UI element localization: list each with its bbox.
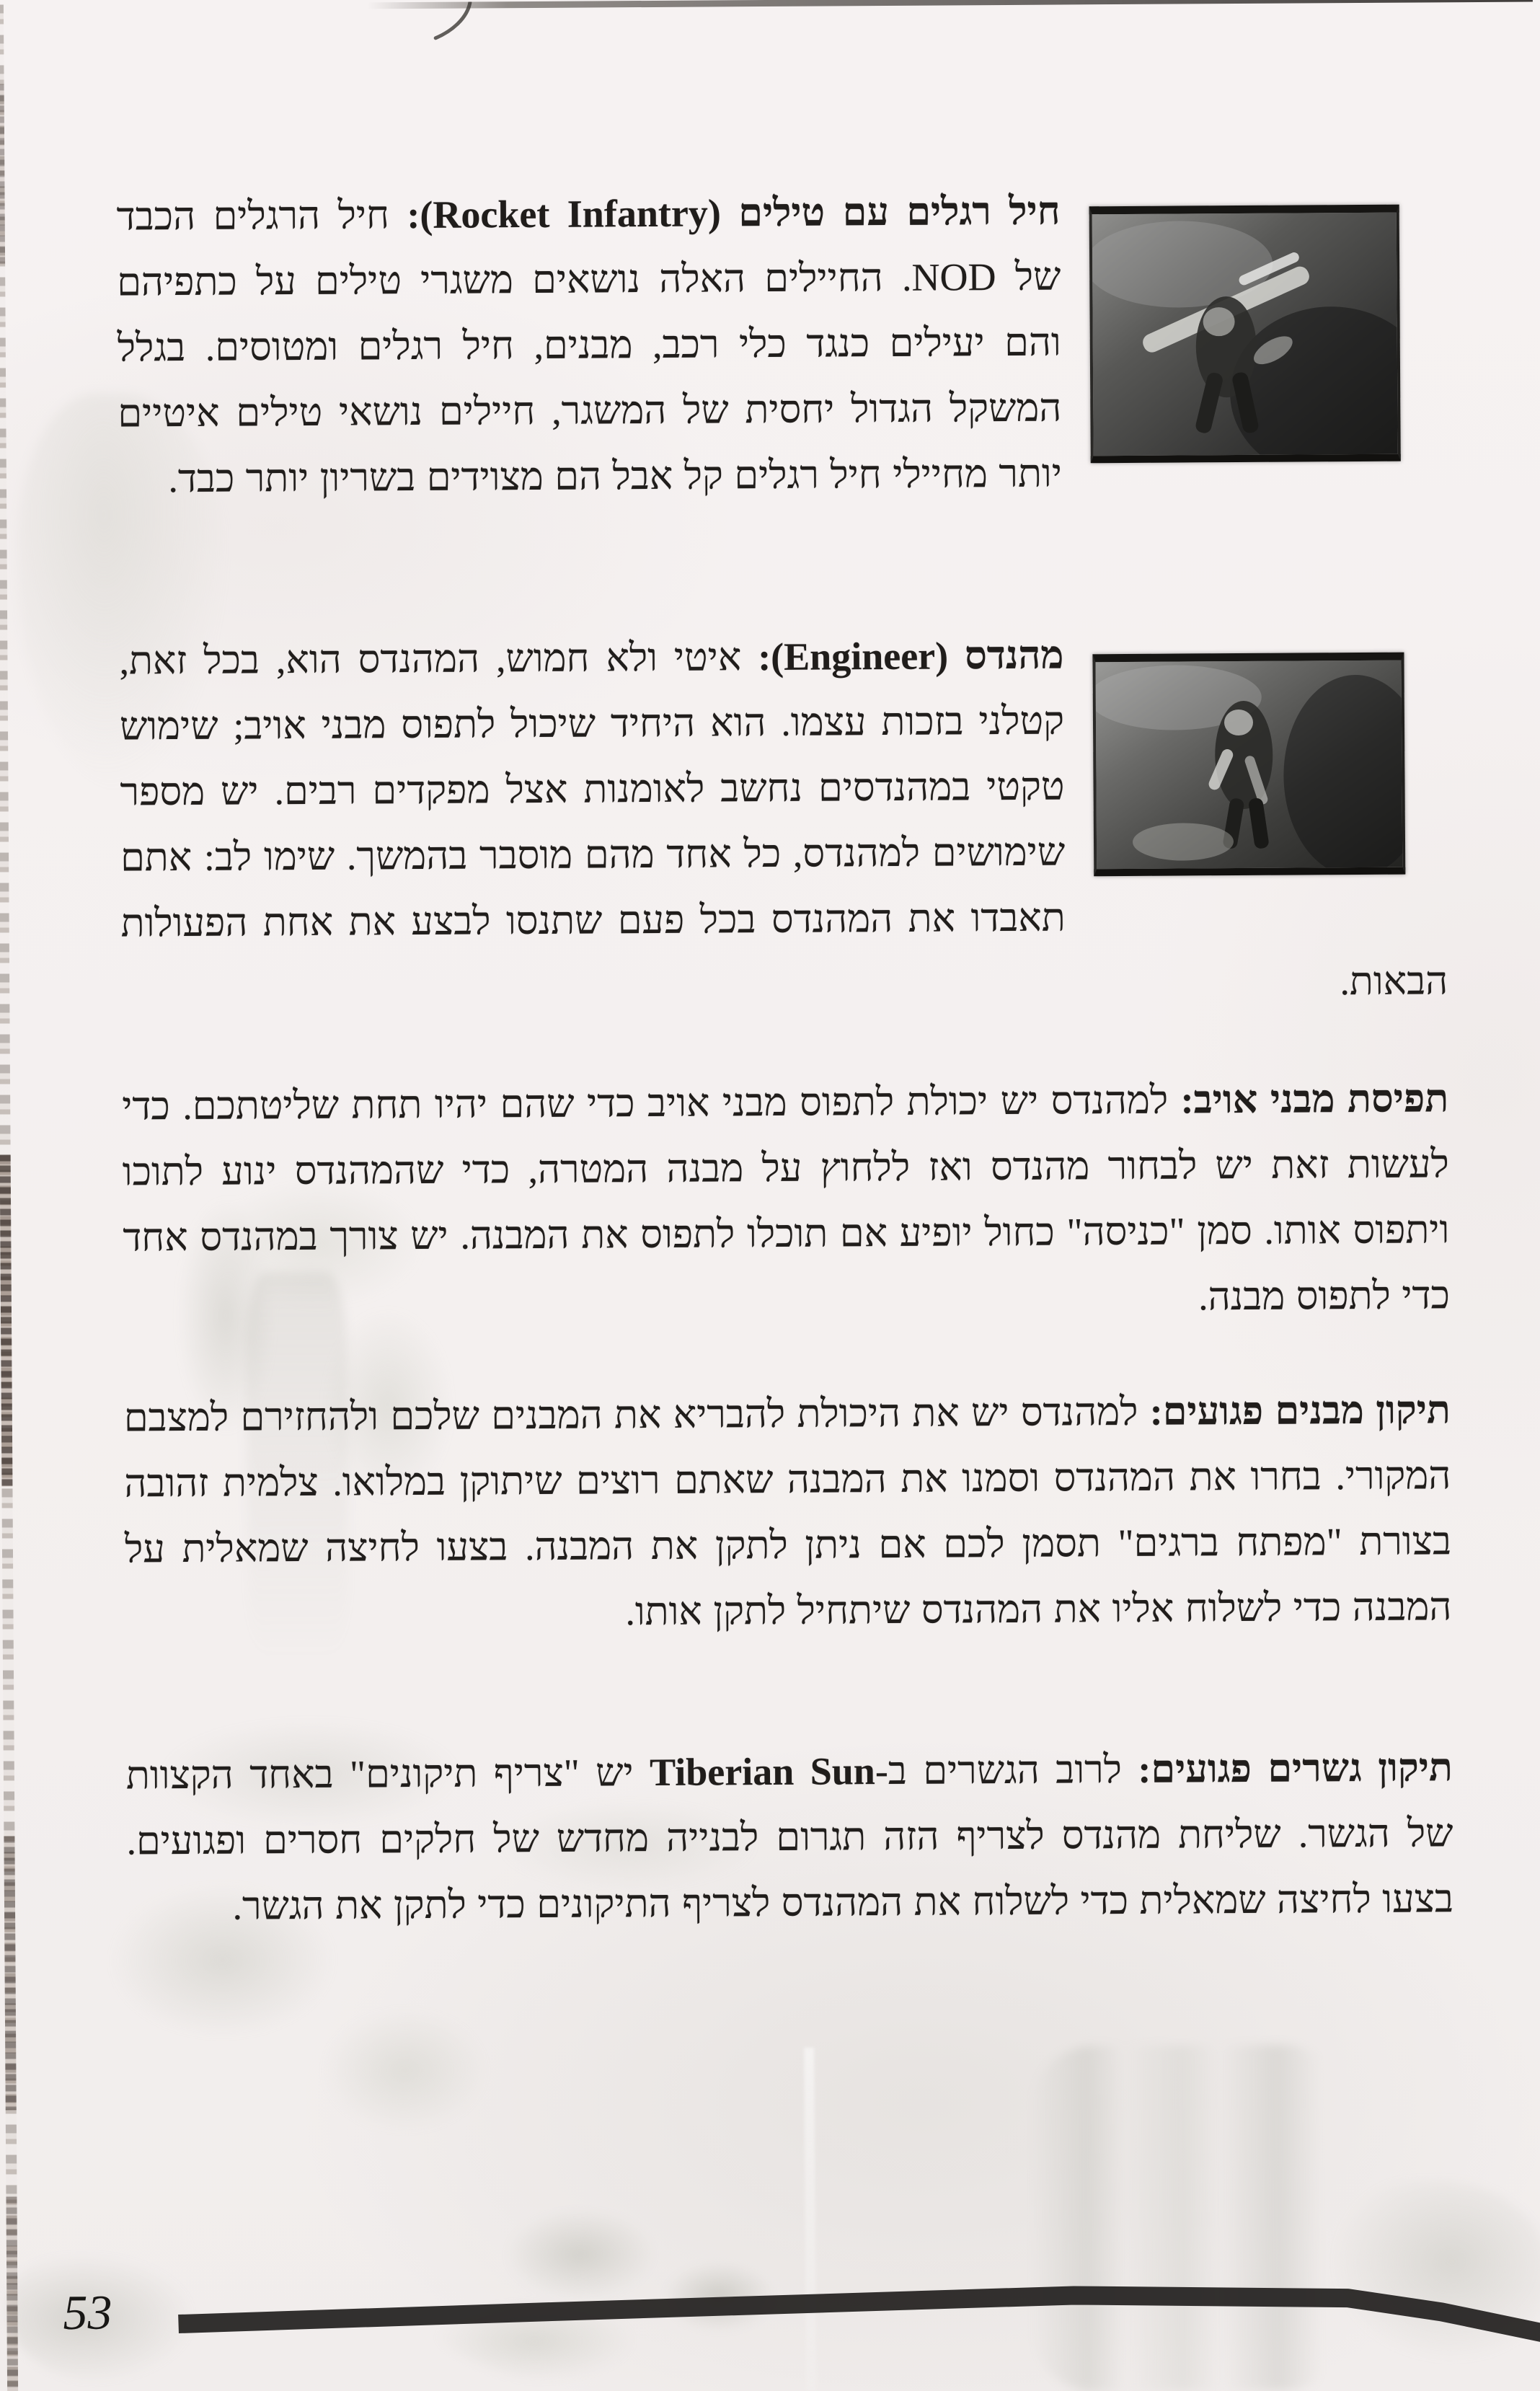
section-body: איטי ולא חמוש, המהנדס הוא, בכל זאת, קטלני בזכות עצמו. הוא היחיד שיכול לתפוס מבני אויב; שימוש טקטי במהנדסים נחשב לאומנות אצל מפקדים רבים. יש מספר שימושים למהנדס, כל אחד מהם מוסבר בהמשך. שימו לב: אתם תאבדו את המהנדס בכל פעם שתנסו לבצע את אחת הפעולות הבאות. [119,635,1448,1004]
footer-rule [6,2230,1540,2391]
game-title-text: Tiberian Sun [650,1749,876,1795]
section-capture-enemy-buildings [122,1066,1450,1336]
section-body: למהנדס יש יכולת לתפוס מבני אויב כדי שהם יהיו תחת שליטתכם. כדי לעשות זאת יש לבחור מהנדס ואז ללחוץ על מבנה המטרה, כדי שהמהנדס ינוע לתוכו ויתפוס אותו. סמן "כניסה" כחול יופיע אם תוכלו לתפוס את המבנה. יש צורך במהנדס אחד כדי לתפוס מבנה. [122,1078,1451,1319]
section-lead: תיקון גשרים פגועים: [1138,1746,1453,1791]
scan-edge-top [368,0,1533,9]
scan-edge-mark [0,84,5,264]
engineer-photo-art [1095,660,1402,870]
pen-curve-mark [411,1,490,48]
section-body: יש "צריף תיקונים" באחד הקצוות של הגשר. שליחת מהנדס לצריף הזה תגרום לבנייה מחדש של חלקים חסרים ופגועים. בצעו לחיצה שמאלית כדי לשלוח את המהנדס לצריף התיקונים כדי לתקן את הגשר. [125,1751,1454,1928]
section-lead: מהנדס (Engineer): [758,633,1064,679]
section-body: למהנדס יש את היכולת להבריא את המבנים שלכם ולהחזירם למצבם המקורי. בחרו את המהנדס וסמנו את המבנה שאתם רוצים שיתוקן במלואו. צלמית זהובה בצורת "מפתח ברגים" תסמן לכם אם ניתן לתקן את המבנה. בצעו לחיצה שמאלית על המבנה כדי לשלוח אליו את המהנדס שיתחיל לתקן אותו. [123,1389,1452,1634]
section-lead: חיל רגלים עם טילים (Rocket Infantry): [407,189,1061,237]
engineer-photo [1092,653,1405,877]
rocket-infantry-photo-art [1092,213,1398,456]
section-body: חיל הרגלים הכבד של NOD. החיילים האלה נושאים משגרי טילים על כתפיהם והם יעילים כנגד כלי רכב, מבנים, חיל רגלים ומטוסים. בגלל המשקל הגדול יחסית של המשגר, חיילים נושאי טילים איטיים יותר מחיילי חיל רגלים קל אבל הם מצוידים בשריון יותר כבד. [116,193,1063,501]
section-rocket-infantry [116,176,1445,512]
section-lead: תפיסת מבני אויב: [1180,1077,1449,1122]
section-body: לרוב הגשרים ב- [875,1747,1138,1793]
section-repair-damaged-buildings [124,1377,1452,1648]
section-engineer [119,620,1448,1022]
section-lead: תיקון מבנים פגועים: [1149,1388,1451,1433]
section-repair-damaged-bridges [126,1735,1454,1940]
scan-edge-mark [4,1836,16,2110]
rocket-infantry-photo [1089,205,1401,464]
page-number: 53 [63,2284,112,2341]
scan-edge-mark [0,1154,12,1486]
